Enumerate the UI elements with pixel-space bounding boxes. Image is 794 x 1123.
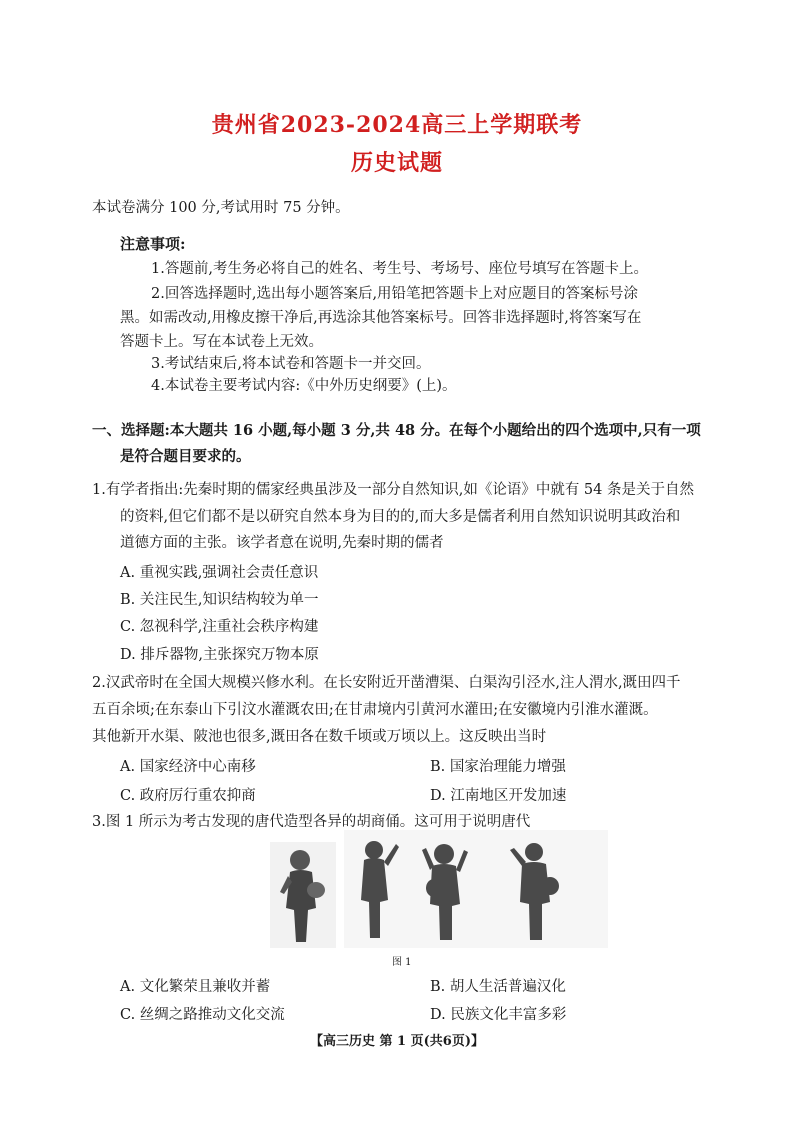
q2-option-b: B. 国家治理能力增强	[430, 759, 566, 775]
exam-info: 本试卷满分 100 分,考试用时 75 分钟。	[92, 200, 350, 216]
q2-stem: 2.汉武帝时在全国大规模兴修水利。在长安附近开凿漕渠、白渠沟引泾水,注人渭水,溉田四千	[92, 675, 681, 691]
q1-stem: 的资料,但它们都不是以研究自然本身为目的的,而大多是儒者利用自然知识说明其政治和	[120, 509, 681, 525]
figure-panel-right	[344, 830, 608, 948]
q2-option-d: D. 江南地区开发加速	[430, 788, 567, 804]
q3-option-b: B. 胡人生活普遍汉化	[430, 979, 566, 995]
figurines-image	[344, 830, 608, 948]
q1-option-a: A. 重视实践,强调社会责任意识	[120, 565, 319, 581]
figure-caption: 图 1	[392, 957, 412, 968]
q3-option-c: C. 丝绸之路推动文化交流	[120, 1007, 285, 1023]
exam-subtitle: 历史试题	[350, 150, 443, 176]
section-heading-cont: 是符合题目要求的。	[120, 448, 251, 465]
q1-option-d: D. 排斥器物,主张探究万物本原	[120, 647, 319, 663]
notice-line: 4.本试卷主要考试内容:《中外历史纲要》(上)。	[151, 378, 457, 394]
q3-option-d: D. 民族文化丰富多彩	[430, 1007, 567, 1023]
exam-title: 贵州省2023-2024高三上学期联考	[211, 112, 583, 138]
notice-line: 2.回答选择题时,选出每小题答案后,用铅笔把答题卡上对应题目的答案标号涂	[151, 286, 639, 302]
q2-option-c: C. 政府厉行重农抑商	[120, 788, 256, 804]
q1-stem: 道德方面的主张。该学者意在说明,先秦时期的儒者	[120, 535, 444, 551]
q1-stem: 1.有学者指出:先秦时期的儒家经典虽涉及一部分自然知识,如《论语》中就有 54 条是关于自然	[92, 482, 694, 498]
q2-stem: 其他新开水渠、陂池也很多,溉田各在数千顷或万顷以上。这反映出当时	[92, 729, 547, 745]
q2-option-a: A. 国家经济中心南移	[120, 759, 256, 775]
q2-stem: 五百余顷;在东泰山下引汶水灌溉农田;在甘肃境内引黄河水灌田;在安徽境内引淮水灌溉。	[92, 702, 658, 718]
figurine-image	[270, 842, 336, 948]
figure-1	[270, 828, 608, 950]
q3-option-a: A. 文化繁荣且兼收并蓄	[120, 979, 271, 995]
notice-heading: 注意事项:	[120, 235, 186, 253]
notice-line: 3.考试结束后,将本试卷和答题卡一并交回。	[151, 356, 431, 372]
figure-panel-left	[270, 842, 336, 948]
notice-line: 黑。如需改动,用橡皮擦干净后,再选涂其他答案标号。回答非选择题时,将答案写在	[120, 310, 642, 326]
q3-stem: 3.图 1 所示为考古发现的唐代造型各异的胡商俑。这可用于说明唐代	[92, 814, 531, 830]
notice-line: 1.答题前,考生务必将自己的姓名、考生号、考场号、座位号填写在答题卡上。	[151, 261, 648, 277]
notice-line: 答题卡上。写在本试卷上无效。	[120, 334, 323, 350]
page-footer: 【高三历史 第 1 页(共6页)】	[310, 1034, 484, 1049]
q1-option-c: C. 忽视科学,注重社会秩序构建	[120, 619, 319, 635]
q1-option-b: B. 关注民生,知识结构较为单一	[120, 592, 319, 608]
section-heading: 一、选择题:本大题共 16 小题,每小题 3 分,共 48 分。在每个小题给出的四个选项中,只有一项	[92, 422, 701, 439]
